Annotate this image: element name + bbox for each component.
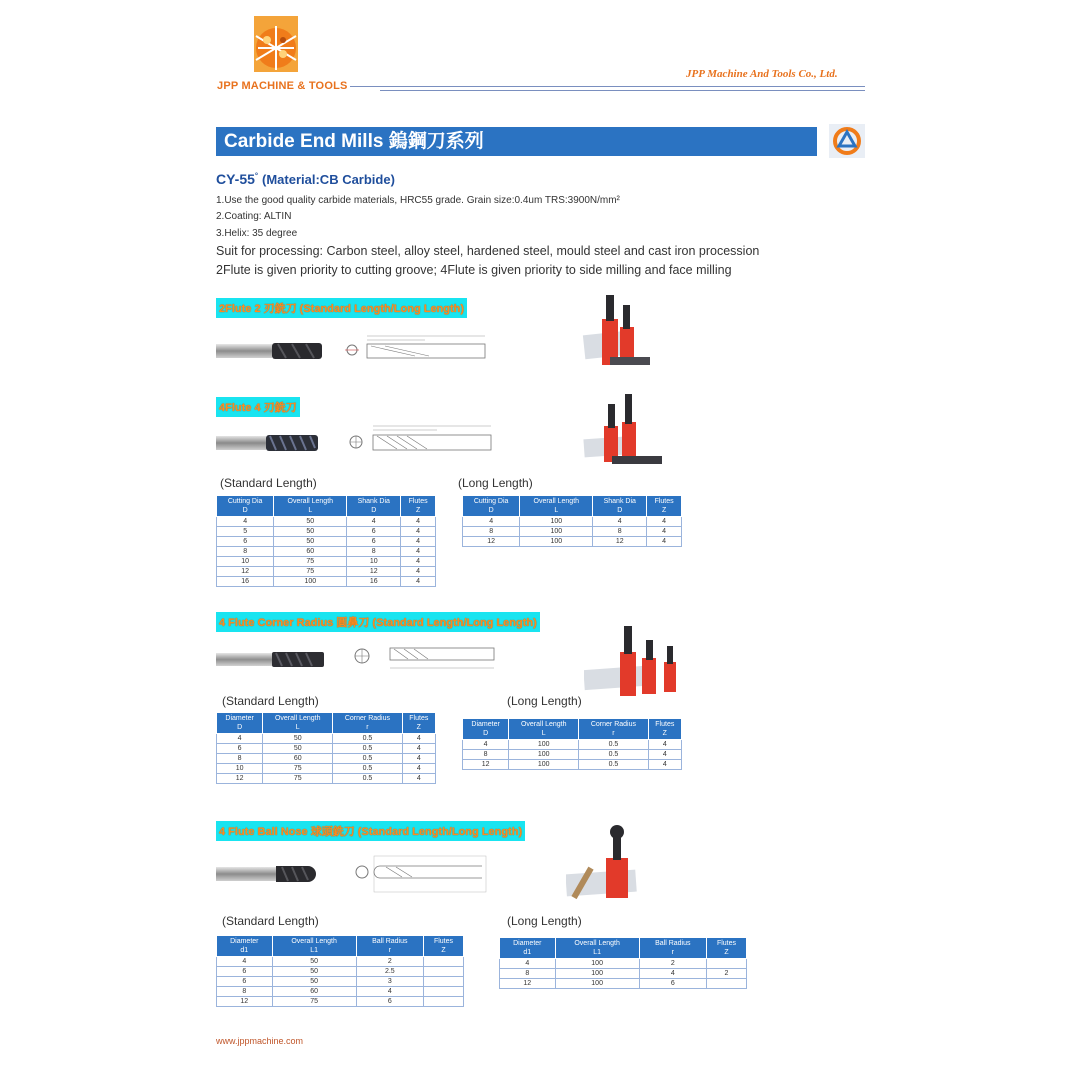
desc-line: 2Flute is given priority to cutting groove; 4Flute is given priority to side milling and face milling [216, 263, 732, 277]
table-cell [423, 987, 463, 997]
table-cell: 6 [217, 977, 273, 987]
table-cell: 4 [402, 764, 435, 774]
table-cell: 2 [356, 957, 423, 967]
column-header: Ball Radius r [356, 936, 423, 957]
table-cell: 8 [217, 754, 263, 764]
column-header: Flutes Z [401, 496, 436, 517]
table-caption-long: (Long Length) [507, 694, 582, 708]
header-divider [350, 86, 865, 87]
table-cell: 6 [347, 527, 401, 537]
table-cell: 50 [272, 967, 356, 977]
column-header: Diameter d1 [500, 938, 556, 959]
table-cell: 100 [274, 577, 347, 587]
table-cell: 4 [463, 740, 509, 750]
table-cell: 4 [401, 557, 436, 567]
table-cell: 12 [347, 567, 401, 577]
endmill-4flute-package-photo [582, 392, 666, 468]
table-row [463, 517, 682, 527]
table-cell: 100 [555, 979, 639, 989]
table-row [463, 740, 682, 750]
table-cell: 2 [706, 969, 746, 979]
table-cell: 4 [217, 734, 263, 744]
table-cell: 75 [274, 567, 347, 577]
desc-line: 3.Helix: 35 degree [216, 228, 298, 239]
column-header: Overall Length L [274, 496, 347, 517]
drawing-corner-radius [350, 640, 500, 674]
table-row [217, 517, 436, 527]
spec-table-corner-radius-standard [216, 712, 436, 784]
column-header: Flutes Z [402, 713, 435, 734]
section-label-corner-radius: 4 Flute Corner Radius 圓鼻刀 (Standard Length/Long Length) [216, 612, 540, 632]
table-cell [423, 957, 463, 967]
table-cell: 8 [217, 547, 274, 557]
column-header: Overall Length L1 [555, 938, 639, 959]
table-cell: 2.5 [356, 967, 423, 977]
endmill-2flute-package-photo [582, 293, 662, 369]
table-row [217, 734, 436, 744]
table-row [217, 987, 464, 997]
table-cell: 100 [555, 959, 639, 969]
column-header: Ball Radius r [639, 938, 706, 959]
table-cell: 6 [217, 537, 274, 547]
table-cell: 50 [272, 977, 356, 987]
table-cell: 4 [593, 517, 647, 527]
company-name: JPP Machine And Tools Co., Ltd. [686, 68, 838, 80]
column-header: Flutes Z [647, 496, 682, 517]
table-cell: 12 [217, 997, 273, 1007]
table-cell: 6 [217, 744, 263, 754]
table-cell: 10 [347, 557, 401, 567]
table-row [217, 557, 436, 567]
table-header-row [463, 719, 682, 740]
table-cell: 8 [217, 987, 273, 997]
table-cell: 12 [217, 774, 263, 784]
spec-table-2-4flute-standard [216, 495, 436, 587]
table-cell: 100 [520, 517, 593, 527]
table-cell [423, 997, 463, 1007]
table-cell: 4 [500, 959, 556, 969]
table-cell: 6 [217, 967, 273, 977]
table-cell: 4 [402, 774, 435, 784]
table-cell: 4 [647, 527, 682, 537]
table-cell: 50 [272, 957, 356, 967]
table-row [217, 967, 464, 977]
table-cell: 100 [509, 760, 579, 770]
table-caption-long: (Long Length) [458, 476, 533, 490]
table-cell: 4 [401, 577, 436, 587]
table-cell: 4 [401, 547, 436, 557]
table-cell: 50 [263, 734, 333, 744]
table-cell: 4 [401, 537, 436, 547]
table-cell: 8 [347, 547, 401, 557]
table-cell: 2 [639, 959, 706, 969]
table-row [463, 537, 682, 547]
table-row [463, 750, 682, 760]
table-cell: 4 [347, 517, 401, 527]
table-cell: 4 [648, 760, 681, 770]
column-header: Overall Length L [263, 713, 333, 734]
endmill-ball-nose-package-photo [566, 822, 650, 906]
model-material: (Material:CB Carbide) [262, 172, 395, 187]
table-row [217, 527, 436, 537]
table-cell: 12 [593, 537, 647, 547]
table-cell [423, 967, 463, 977]
table-cell: 5 [217, 527, 274, 537]
endmill-corner-radius-package-photo [584, 622, 694, 702]
brand-badge-icon [829, 124, 865, 158]
table-cell: 50 [263, 744, 333, 754]
table-cell: 6 [356, 997, 423, 1007]
table-cell: 0.5 [333, 744, 402, 754]
desc-line: Suit for processing: Carbon steel, alloy steel, hardened steel, mould steel and cast iron procession [216, 244, 760, 258]
drawing-ball-nose [352, 852, 492, 896]
header-divider [380, 90, 865, 91]
desc-line: 1.Use the good quality carbide materials, HRC55 grade. Grain size:0.4um TRS:3900N/mm² [216, 195, 620, 206]
table-header-row [217, 936, 464, 957]
table-cell: 4 [639, 969, 706, 979]
table-cell: 4 [648, 740, 681, 750]
section-label-2flute: 2Flute 2 刃銑刀 (Standard Length/Long Length) [216, 298, 467, 318]
endmill-ball-nose-photo [216, 863, 320, 885]
table-cell: 0.5 [579, 750, 648, 760]
table-cell: 12 [463, 760, 509, 770]
table-cell: 0.5 [333, 754, 402, 764]
table-cell [706, 979, 746, 989]
spec-table-ball-nose-standard [216, 935, 464, 1007]
table-caption-standard: (Standard Length) [220, 476, 317, 490]
column-header: Cutting Dia D [463, 496, 520, 517]
table-row [217, 977, 464, 987]
column-header: Shank Dia D [347, 496, 401, 517]
table-row [500, 959, 747, 969]
table-cell: 4 [647, 517, 682, 527]
model-heading [216, 171, 395, 187]
table-cell: 4 [401, 517, 436, 527]
table-cell: 4 [648, 750, 681, 760]
table-cell: 100 [520, 537, 593, 547]
table-cell [706, 959, 746, 969]
table-caption-long: (Long Length) [507, 914, 582, 928]
table-cell: 50 [274, 517, 347, 527]
table-cell: 0.5 [579, 760, 648, 770]
column-header: Shank Dia D [593, 496, 647, 517]
table-cell: 0.5 [579, 740, 648, 750]
table-row [217, 547, 436, 557]
table-row [217, 567, 436, 577]
endmill-corner-radius-photo [216, 650, 326, 670]
table-cell: 4 [647, 537, 682, 547]
table-row [463, 527, 682, 537]
table-row [217, 754, 436, 764]
table-cell: 10 [217, 557, 274, 567]
column-header: Overall Length L [520, 496, 593, 517]
table-cell: 16 [347, 577, 401, 587]
column-header: Diameter D [463, 719, 509, 740]
page-title: Carbide End Mills 鎢鋼刀系列 [216, 127, 817, 156]
table-cell: 4 [217, 957, 273, 967]
table-cell: 50 [274, 527, 347, 537]
table-cell: 8 [463, 750, 509, 760]
table-row [217, 764, 436, 774]
table-row [500, 979, 747, 989]
column-header: Flutes Z [648, 719, 681, 740]
column-header: Cutting Dia D [217, 496, 274, 517]
table-cell: 75 [263, 764, 333, 774]
table-cell: 4 [402, 744, 435, 754]
table-caption-standard: (Standard Length) [222, 914, 319, 928]
table-row [217, 774, 436, 784]
column-header: Corner Radius r [579, 719, 648, 740]
column-header: Diameter D [217, 713, 263, 734]
spec-table-2-4flute-long [462, 495, 682, 547]
table-header-row [217, 496, 436, 517]
table-cell: 12 [217, 567, 274, 577]
table-row [217, 997, 464, 1007]
table-caption-standard: (Standard Length) [222, 694, 319, 708]
table-cell: 4 [356, 987, 423, 997]
table-cell: 100 [555, 969, 639, 979]
table-cell: 6 [347, 537, 401, 547]
table-cell: 8 [593, 527, 647, 537]
table-cell: 16 [217, 577, 274, 587]
table-cell: 6 [639, 979, 706, 989]
table-cell: 4 [402, 754, 435, 764]
table-header-row [500, 938, 747, 959]
table-cell: 75 [274, 557, 347, 567]
model-sup: ° [254, 171, 259, 181]
column-header: Flutes Z [706, 938, 746, 959]
table-cell: 4 [217, 517, 274, 527]
spec-table-corner-radius-long [462, 718, 682, 770]
table-cell: 10 [217, 764, 263, 774]
table-cell: 8 [500, 969, 556, 979]
section-label-ball-nose: 4 Flute Ball Nose 球頭銑刀 (Standard Length/Long Length) [216, 821, 525, 841]
drawing-2flute [345, 330, 490, 366]
table-cell: 12 [500, 979, 556, 989]
table-cell: 60 [263, 754, 333, 764]
column-header: Overall Length L [509, 719, 579, 740]
table-cell: 50 [274, 537, 347, 547]
table-cell: 100 [509, 740, 579, 750]
column-header: Diameter d1 [217, 936, 273, 957]
table-row [217, 577, 436, 587]
section-label-4flute: 4Flute 4 刃銑刀 [216, 397, 300, 417]
table-cell: 100 [509, 750, 579, 760]
table-cell: 4 [401, 567, 436, 577]
table-cell: 4 [401, 527, 436, 537]
column-header: Overall Length L1 [272, 936, 356, 957]
table-cell: 8 [463, 527, 520, 537]
model-name: CY-55 [216, 171, 255, 187]
table-cell: 60 [272, 987, 356, 997]
table-row [217, 537, 436, 547]
table-cell: 12 [463, 537, 520, 547]
table-row [500, 969, 747, 979]
table-cell: 0.5 [333, 774, 402, 784]
table-cell [423, 977, 463, 987]
table-cell: 0.5 [333, 734, 402, 744]
footer-website-link[interactable]: www.jppmachine.com [216, 1036, 304, 1046]
table-header-row [463, 496, 682, 517]
column-header: Corner Radius r [333, 713, 402, 734]
endmill-4flute-photo [216, 432, 322, 454]
table-cell: 4 [463, 517, 520, 527]
logo-text: JPP MACHINE & TOOLS [217, 80, 348, 92]
table-row [463, 760, 682, 770]
endmill-2flute-photo [216, 340, 324, 362]
table-cell: 75 [263, 774, 333, 784]
table-cell: 4 [402, 734, 435, 744]
drawing-4flute [347, 420, 497, 460]
desc-line: 2.Coating: ALTIN [216, 211, 292, 222]
table-cell: 3 [356, 977, 423, 987]
table-header-row [217, 713, 436, 734]
table-cell: 60 [274, 547, 347, 557]
table-cell: 100 [520, 527, 593, 537]
column-header: Flutes Z [423, 936, 463, 957]
table-cell: 0.5 [333, 764, 402, 774]
table-row [217, 957, 464, 967]
table-cell: 75 [272, 997, 356, 1007]
spec-table-ball-nose-long [499, 937, 747, 989]
table-row [217, 744, 436, 754]
